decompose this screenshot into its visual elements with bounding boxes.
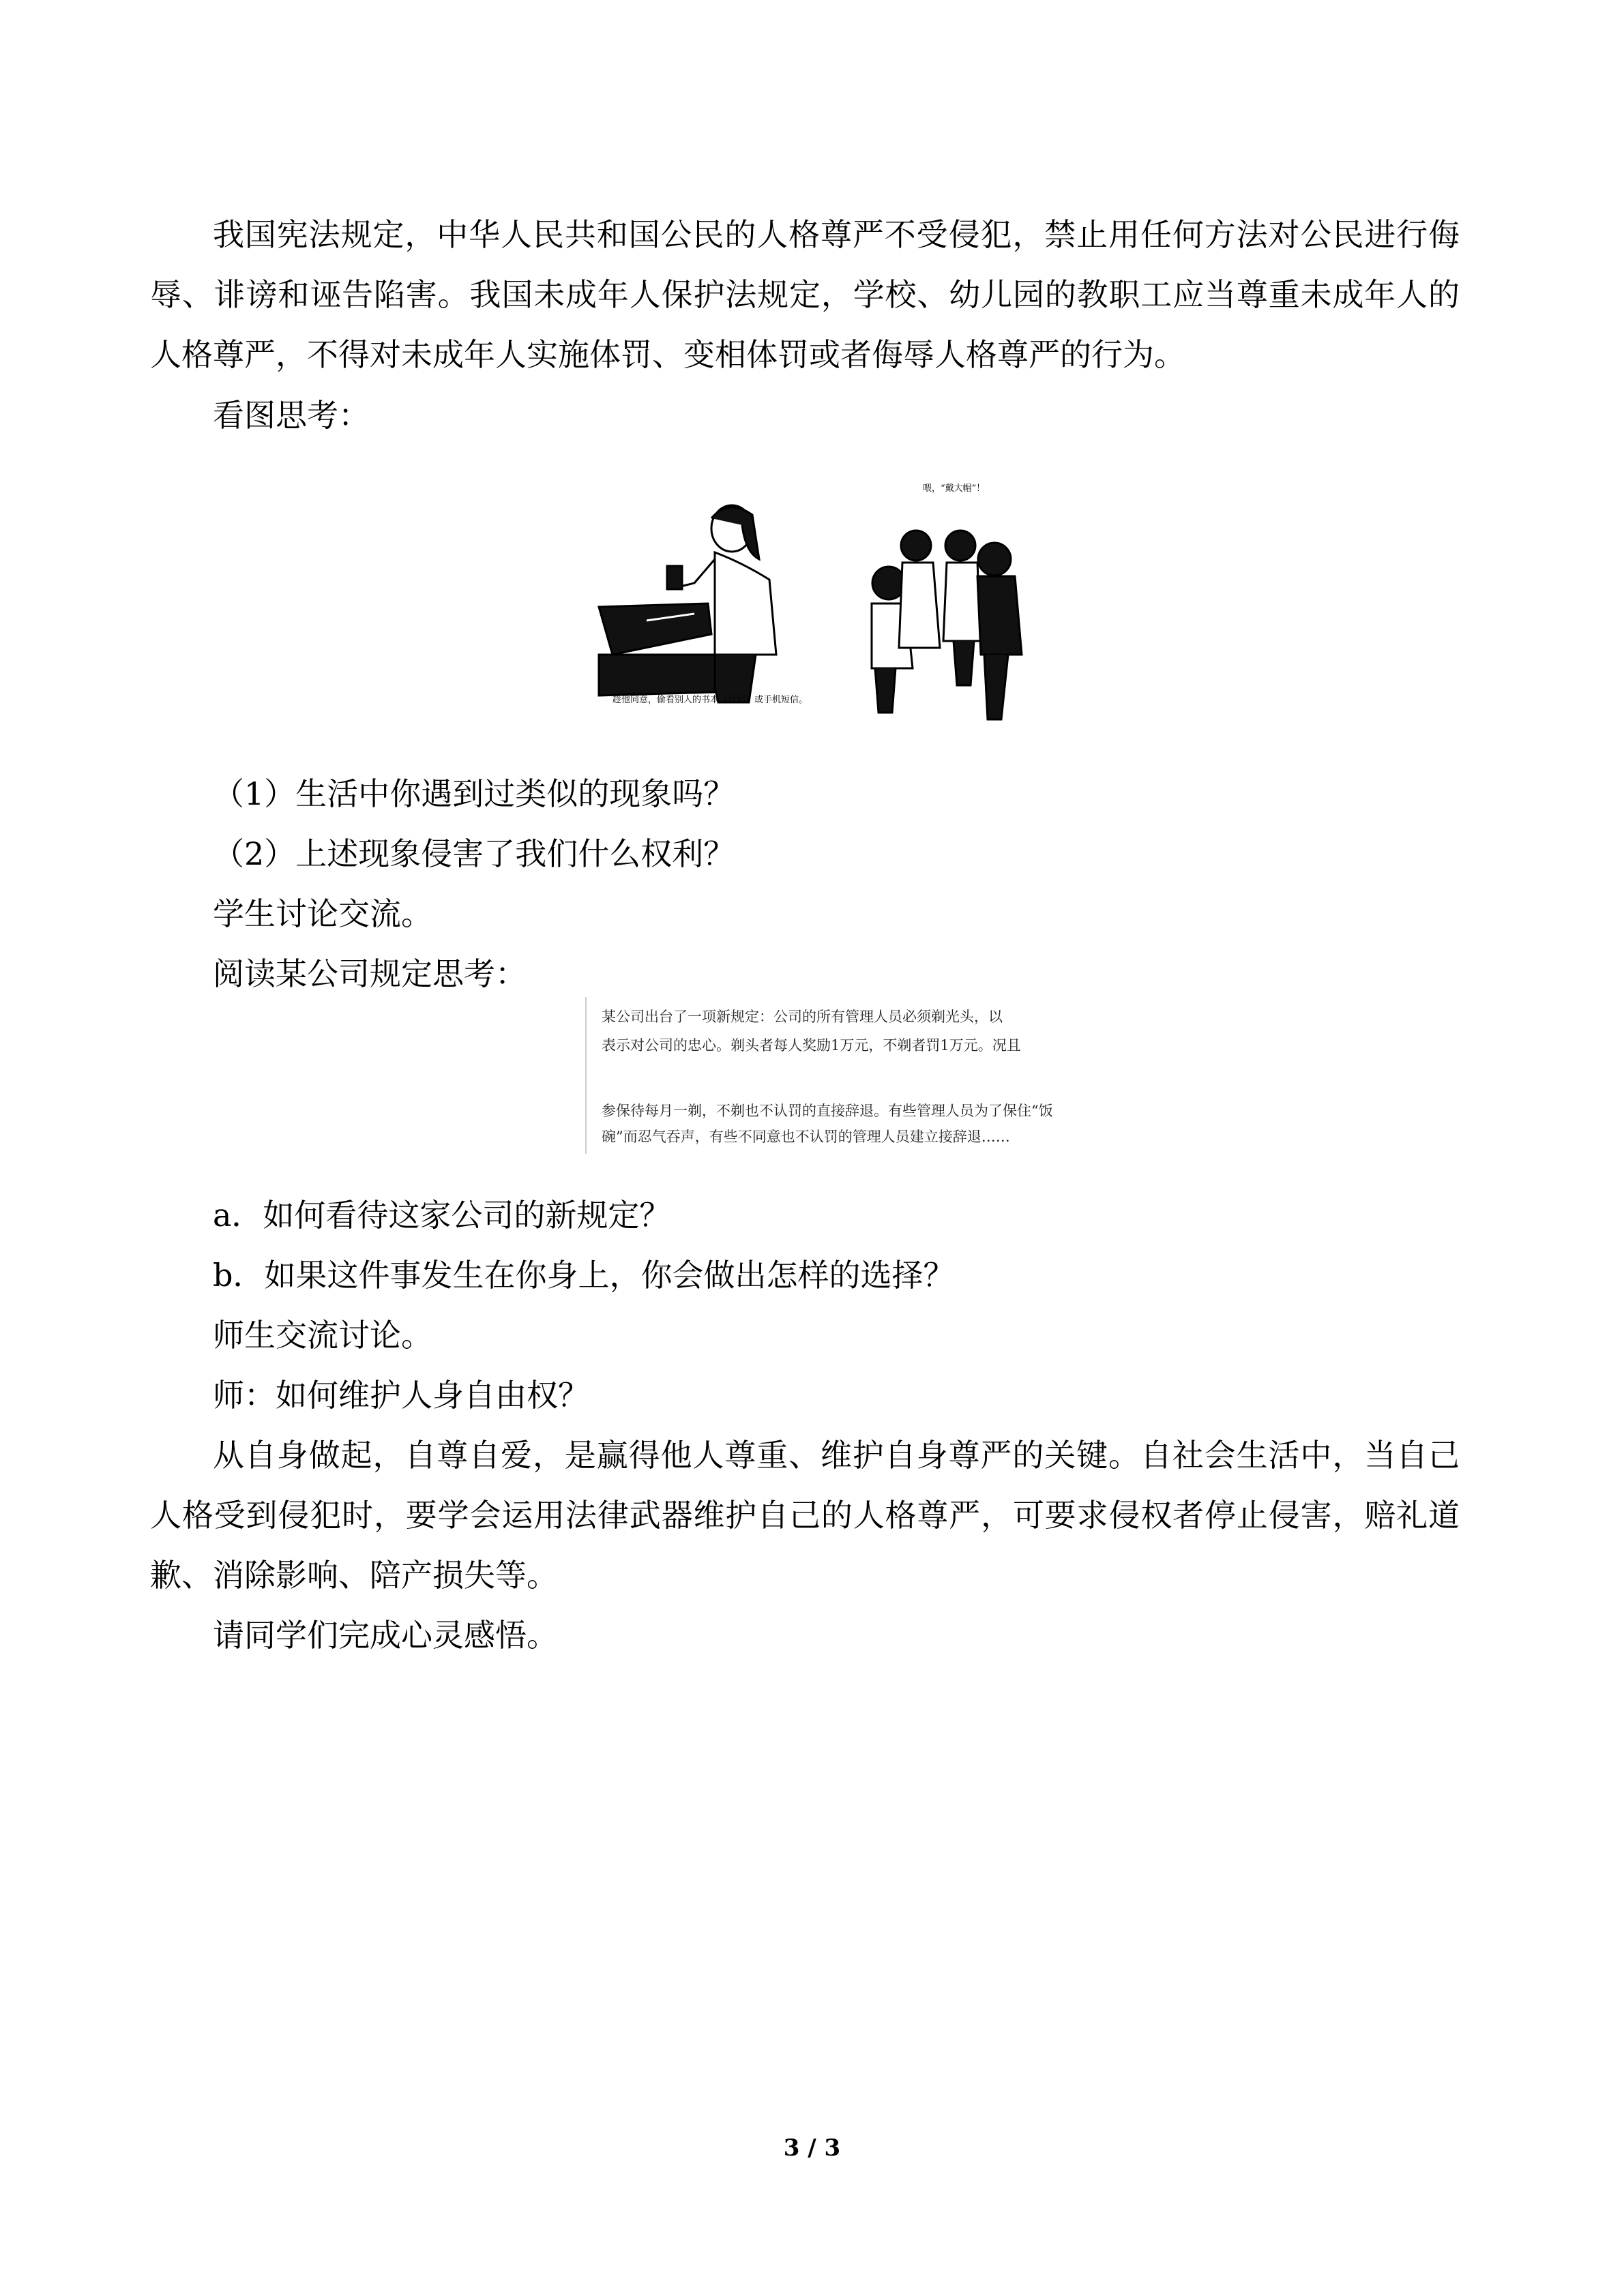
excerpt-line-4: 碗”而忍气吞声，有些不同意也不认罚的管理人员建立接辞退……: [602, 1129, 1010, 1145]
page-number: 3 / 3: [783, 2134, 841, 2162]
paragraph-look-think: 看图思考：: [213, 397, 370, 434]
paragraph-complete-reflection: 请同学们完成心灵感悟。: [213, 1617, 558, 1654]
excerpt-line-3: 参保待每月一剃，不剃也不认罚的直接辞退。有些管理人员为了保住“饭: [602, 1103, 1053, 1119]
paragraph-teacher-question: 师：如何维护人身自由权？: [213, 1377, 589, 1414]
paragraph-teacher-student: 师生交流讨论。: [213, 1317, 432, 1354]
paragraph-student-discussion: 学生讨论交流。: [213, 895, 432, 932]
figure-caption-right: 喂，“戴大帽”！: [923, 483, 986, 494]
question-b: b．如果这件事发生在你身上，你会做出怎样的选择？: [213, 1257, 955, 1294]
paragraph-read-company-rule: 阅读某公司规定思考：: [213, 955, 527, 992]
company-rule-excerpt: [585, 997, 1091, 1154]
illustration-figure: [572, 450, 1049, 730]
question-1: （1）生活中你遇到过类似的现象吗？: [213, 775, 735, 812]
illustration-drawing: [572, 450, 1049, 730]
figure-caption-left: 趁他同意，偷看别人的书本（日记）或手机短信。: [612, 695, 808, 705]
paragraph-self-respect: 从自身做起，自尊自爱，是赢得他人尊重、维护自身尊严的关键。自社会生活中，当自己人格受到侵犯时，要学会运用法律武器维护自己的人格尊严，可要求侵权者停止侵害，赔礼道歉、消除影响、陪产损失等。: [150, 1437, 1460, 1594]
excerpt-line-2: 表示对公司的忠心。剃头者每人奖励1万元，不剃者罚1万元。况且: [602, 1037, 1021, 1054]
question-a: a．如何看待这家公司的新规定？: [213, 1197, 671, 1234]
excerpt-line-1: 某公司出台了一项新规定：公司的所有管理人员必须剃光头，以: [602, 1009, 1003, 1025]
question-2: （2）上述现象侵害了我们什么权利？: [213, 835, 735, 872]
paragraph-constitution: 我国宪法规定，中华人民共和国公民的人格尊严不受侵犯，禁止用任何方法对公民进行侮辱、诽谤和诬告陷害。我国未成年人保护法规定，学校、幼儿园的教职工应当尊重未成年人的人格尊严，不得对未成年人实施体罚、变相体罚或者侮辱人格尊严的行为。: [150, 216, 1460, 373]
